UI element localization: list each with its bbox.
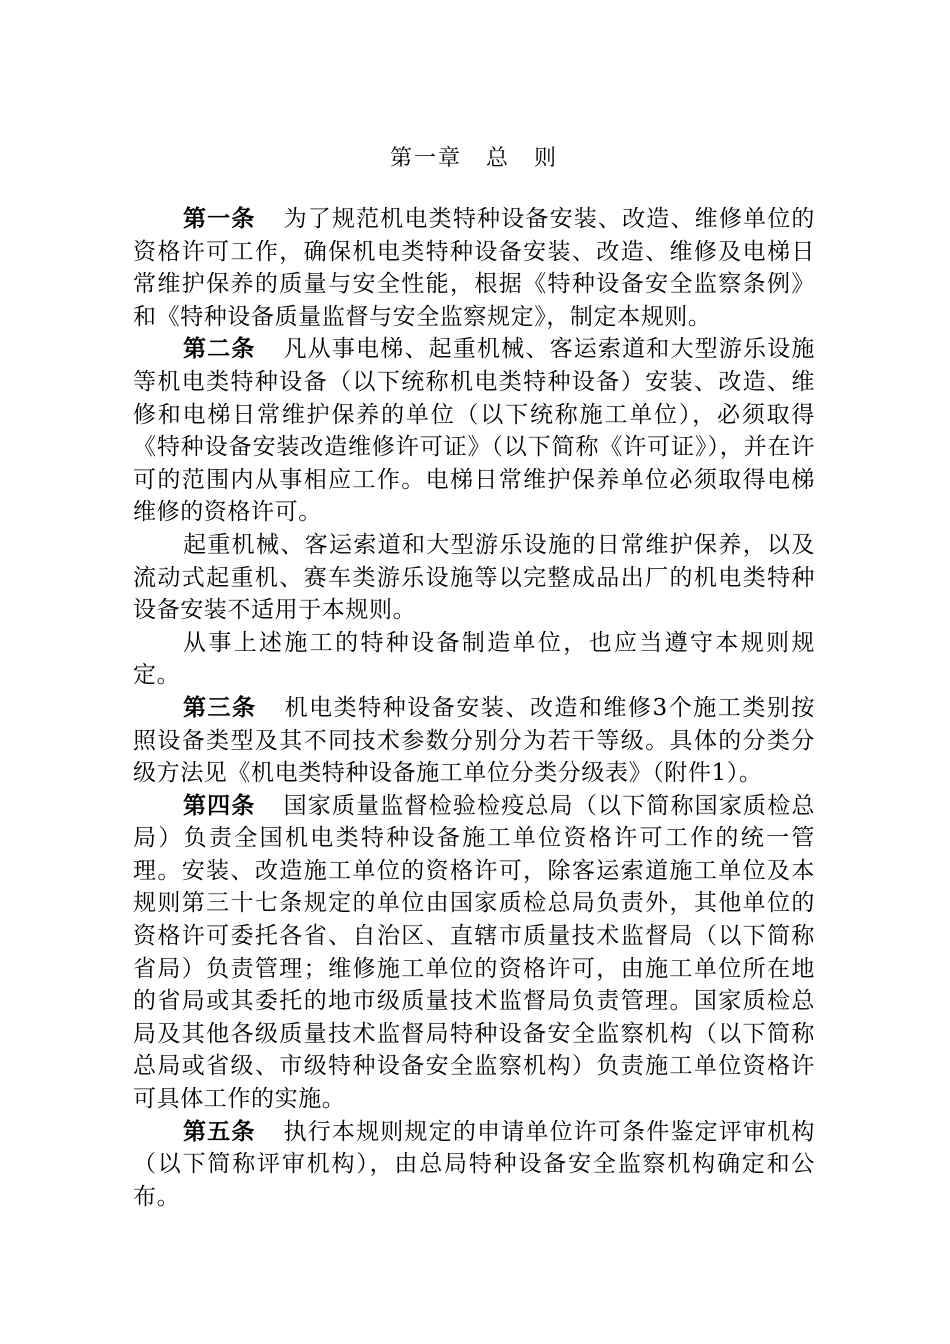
article-2-label: 第二条 [183,335,256,363]
article-5-text: 执行本规则规定的申请单位许可条件鉴定评审机构（以下简称评审机构），由总局特种设备安全监察机构确定和公布。 [133,1118,815,1210]
article-2-subparagraph-2-text: 从事上述施工的特种设备制造单位，也应当遵守本规则规定。 [133,629,815,689]
article-5-paragraph [133,1116,815,1214]
article-1-label: 第一条 [183,205,256,232]
article-2-paragraph [133,333,815,529]
article-2-text: 凡从事电梯、起重机械、客运索道和大型游乐设施等机电类特种设备（以下统称机电类特种设备）安装、改造、维修和电梯日常维护保养的单位（以下统称施工单位），必须取得《特种设备安装改造维修许可证》（以下简称《许可证》），并在许可的范围内从事相应工作。电梯日常维护保养单位必须取得电梯维修的资格许可。 [133,336,815,526]
article-2-subparagraph-1 [133,529,815,627]
chapter-title: 第一章 总 则 [389,146,558,171]
article-5-label: 第五条 [183,1117,256,1145]
article-4-label: 第四条 [183,791,256,819]
article-3-label: 第三条 [183,693,257,721]
article-2-subparagraph-2 [133,627,815,692]
article-1-text: 为了规范机电类特种设备安装、改造、维修单位的资格许可工作，确保机电类特种设备安装、改造、维修及电梯日常维护保养的质量与安全性能，根据《特种设备安全监察条例》和《特种设备质量监督与安全监察规定》，制定本规则。 [133,206,815,330]
article-3-paragraph [133,692,815,790]
document-body [133,203,815,1213]
article-4-text: 国家质量监督检验检疫总局（以下简称国家质检总局）负责全国机电类特种设备施工单位资格许可工作的统一管理。安装、改造施工单位的资格许可，除客运索道施工单位及本规则第三十七条规定的单位由国家质检总局负责外，其他单位的资格许可委托各省、自治区、直辖市质量技术监督局（以下简称省局）负责管理；维修施工单位的资格许可，由施工单位所在地的省局或其委托的地市级质量技术监督局负责管理。国家质检总局及其他各级质量技术监督局特种设备安全监察机构（以下简称总局或省级、市级特种设备安全监察机构）负责施工单位资格许可具体工作的实施。 [133,792,815,1113]
article-4-paragraph [133,790,815,1116]
article-2-subparagraph-1-text: 起重机械、客运索道和大型游乐设施的日常维护保养，以及流动式起重机、赛车类游乐设施等以完整成品出厂的机电类特种设备安装不适用于本规则。 [133,531,815,624]
article-3-text: 机电类特种设备安装、改造和维修3个施工类别按照设备类型及其不同技术参数分别分为若干等级。具体的分类分级方法见《机电类特种设备施工单位分类分级表》（附件1）。 [133,694,815,787]
article-1-paragraph [133,203,815,333]
